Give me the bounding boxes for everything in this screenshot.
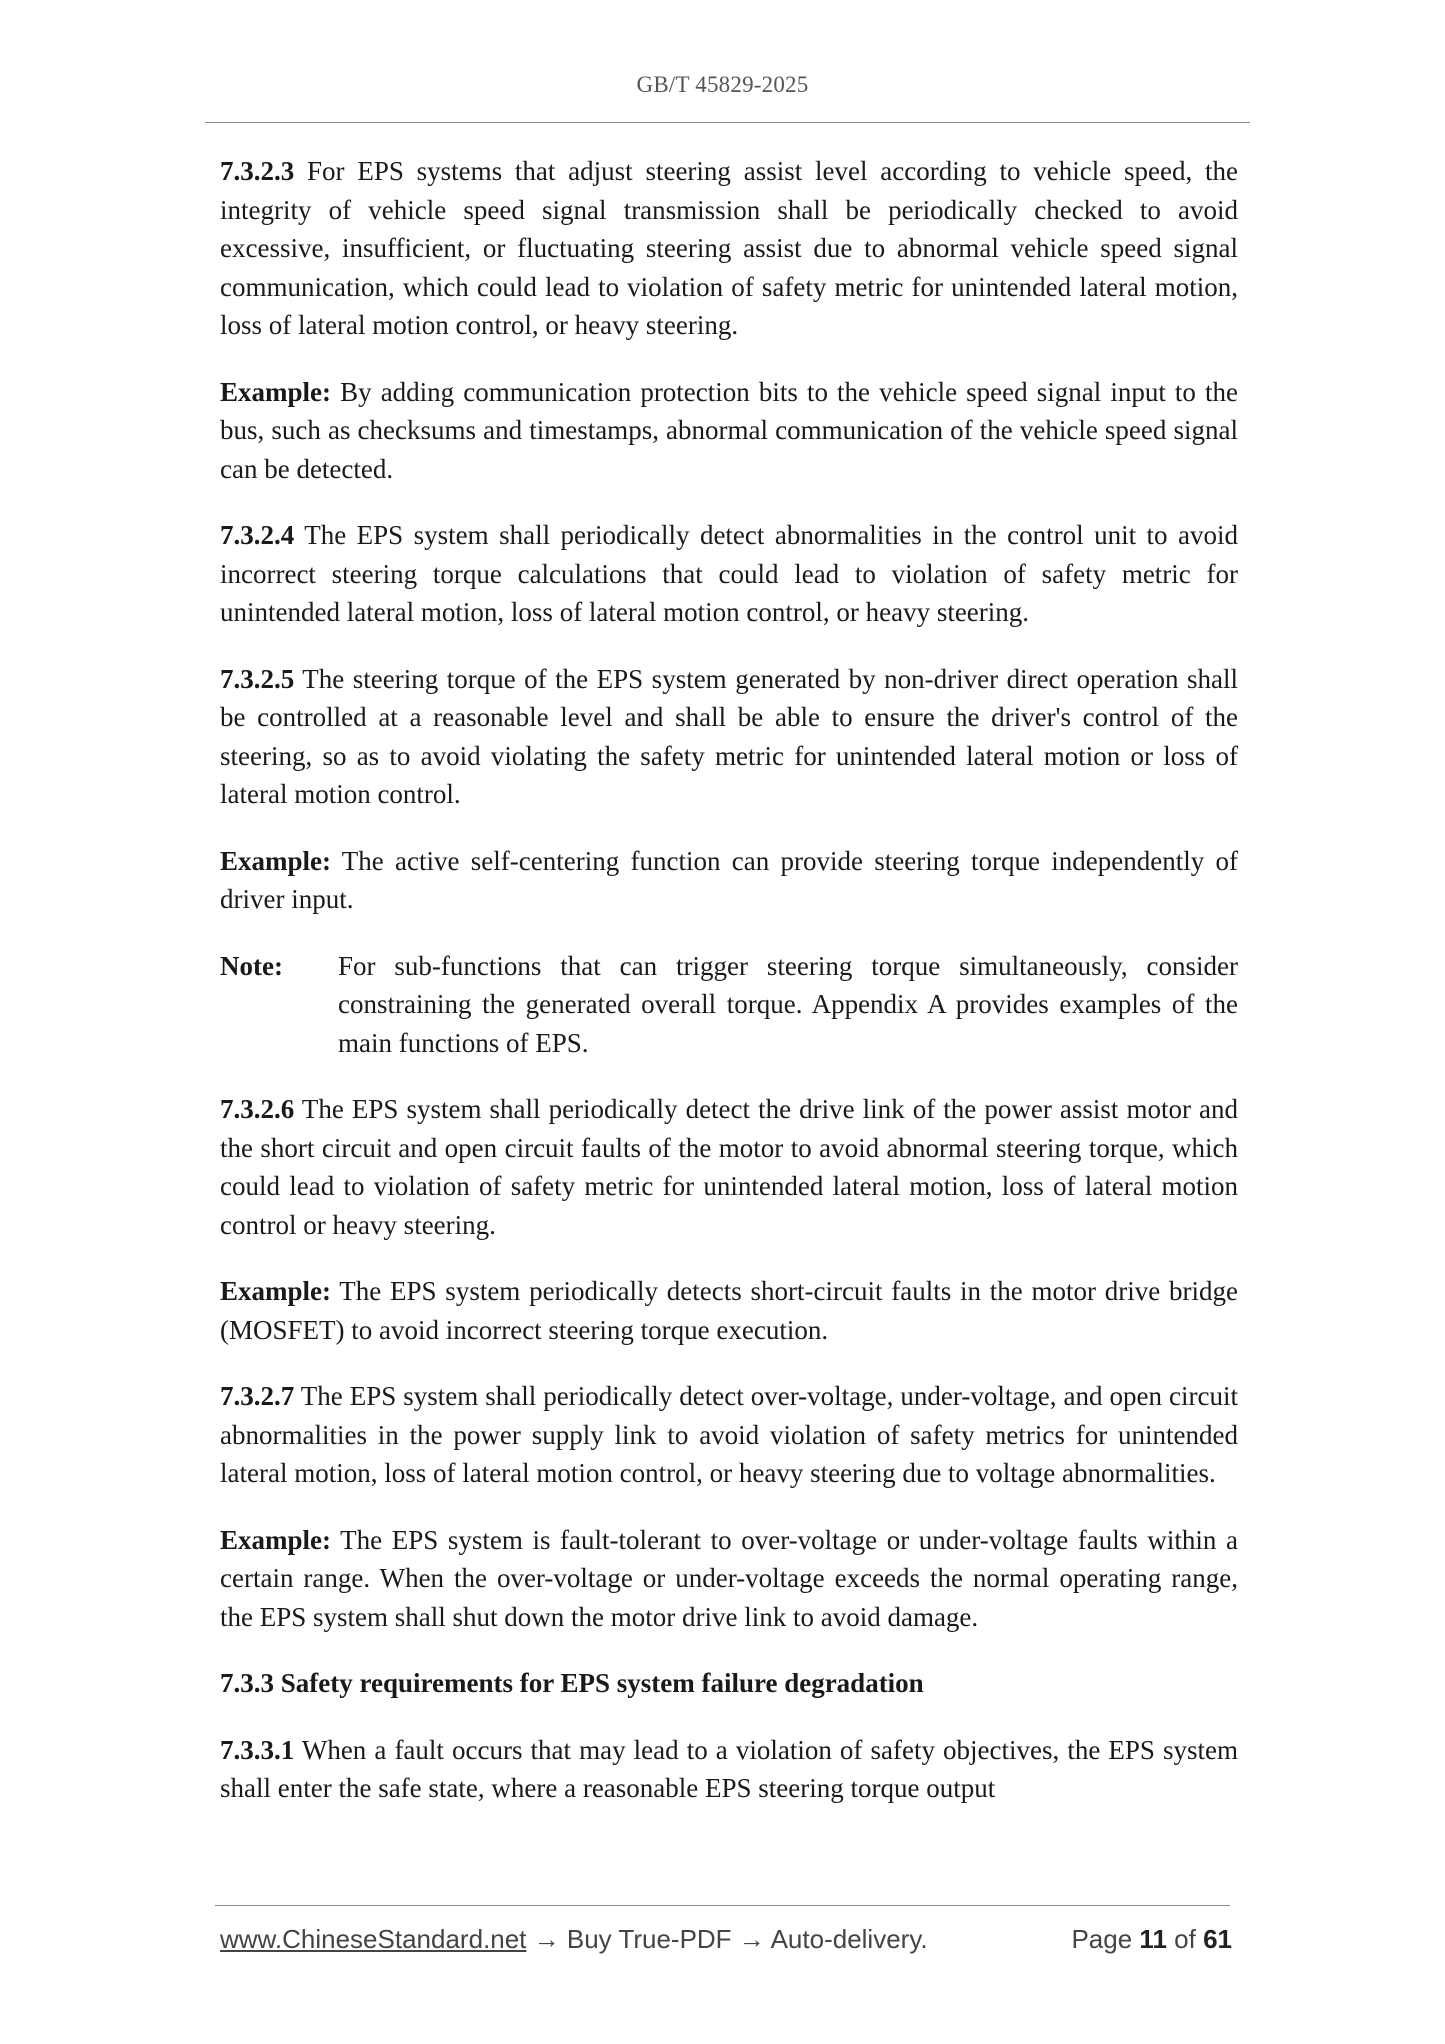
clause-text: When a fault occurs that may lead to a violation of safety objectives, the EPS system shall enter the safe state, where a reasonable EPS steering torque output	[220, 1734, 1238, 1803]
example-label: Example:	[220, 1276, 331, 1306]
example-label: Example:	[220, 376, 331, 407]
arrow-icon: →	[526, 1924, 567, 1954]
clause-7-3-2-4	[220, 516, 1238, 632]
clause-text: The EPS system shall periodically detect abnormalities in the control unit to avoid incorrect steering torque calculations that could lead to violation of safety metric for unintended lateral motion, loss of lateral motion control, or heavy steering.	[220, 520, 1238, 627]
total-pages: 61	[1203, 1924, 1232, 1954]
clause-text: The EPS system shall periodically detect the drive link of the power assist motor and the short circuit and open circuit faults of the motor to avoid abnormal steering torque, which could lead to violation of safety metric for unintended lateral motion, loss of lateral motion control or heavy steering.	[220, 1094, 1238, 1240]
clause-number: 7.3.2.3	[220, 156, 295, 186]
document-body	[220, 152, 1238, 1836]
example-paragraph	[220, 373, 1238, 489]
page-footer	[220, 1924, 1232, 1960]
example-paragraph	[220, 1272, 1238, 1349]
example-text: The active self-centering function can provide steering torque independently of driver input.	[220, 845, 1238, 914]
clause-number: 7.3.2.5	[220, 663, 295, 694]
website-link[interactable]: www.ChineseStandard.net	[220, 1924, 527, 1954]
example-paragraph	[220, 1521, 1238, 1637]
section-heading: 7.3.3 Safety requirements for EPS system failure degradation	[220, 1668, 924, 1698]
page-label: Page	[1071, 1924, 1133, 1954]
delivery-text: Auto-delivery.	[770, 1924, 928, 1954]
page-number	[1071, 1924, 1232, 1955]
clause-text: The steering torque of the EPS system generated by non-driver direct operation shall be controlled at a reasonable level and shall be able to ensure the driver's control of the steering, so as to avoid violating the safety metric for unintended lateral motion or loss of lateral motion control.	[220, 663, 1238, 809]
buy-text: Buy True-PDF	[566, 1924, 732, 1954]
example-text: By adding communication protection bits to the vehicle speed signal input to the bus, such as checksums and timestamps, abnormal communication of the vehicle speed signal can be detected.	[220, 376, 1238, 484]
note-text: For sub-functions that can trigger steering torque simultaneously, consider constraining the generated overall torque. Appendix A provides examples of the main functions of EPS.	[338, 950, 1238, 1058]
current-page: 11	[1139, 1924, 1167, 1954]
note-block	[220, 947, 1238, 1063]
document-header: GB/T 45829-2025	[636, 72, 809, 97]
note-label: Note:	[220, 950, 283, 981]
clause-7-3-2-3	[220, 152, 1238, 345]
clause-text: For EPS systems that adjust steering assist level according to vehicle speed, the integrity of vehicle speed signal transmission shall be periodically checked to avoid excessive, insufficient, or fluctuating steering assist due to abnormal vehicle speed signal communication, which could lead to violation of safety metric for unintended lateral motion, loss of lateral motion control, or heavy steering.	[220, 156, 1238, 340]
example-label: Example:	[220, 1524, 331, 1555]
header-divider	[205, 122, 1250, 123]
clause-number: 7.3.3.1	[220, 1734, 295, 1765]
footer-promo	[220, 1924, 928, 1955]
clause-number: 7.3.2.6	[220, 1094, 295, 1124]
of-label: of	[1174, 1924, 1196, 1954]
arrow-icon: →	[731, 1924, 771, 1954]
clause-7-3-3-1	[220, 1731, 1238, 1808]
clause-number: 7.3.2.7	[220, 1381, 295, 1411]
clause-7-3-2-6	[220, 1090, 1238, 1244]
example-text: The EPS system periodically detects short-circuit faults in the motor drive bridge (MOSFET) to avoid incorrect steering torque execution.	[220, 1276, 1238, 1345]
example-label: Example:	[220, 845, 331, 876]
clause-number: 7.3.2.4	[220, 520, 295, 550]
clause-7-3-2-7	[220, 1377, 1238, 1493]
footer-divider	[215, 1905, 1230, 1906]
clause-7-3-2-5	[220, 660, 1238, 814]
example-text: The EPS system is fault-tolerant to over-voltage or under-voltage faults within a certain range. When the over-voltage or under-voltage exceeds the normal operating range, the EPS system shall shut down the motor drive link to avoid damage.	[220, 1524, 1238, 1632]
example-paragraph	[220, 842, 1238, 919]
clause-text: The EPS system shall periodically detect over-voltage, under-voltage, and open circuit abnormalities in the power supply link to avoid violation of safety metrics for unintended lateral motion, loss of lateral motion control, or heavy steering due to voltage abnormalities.	[220, 1381, 1238, 1488]
